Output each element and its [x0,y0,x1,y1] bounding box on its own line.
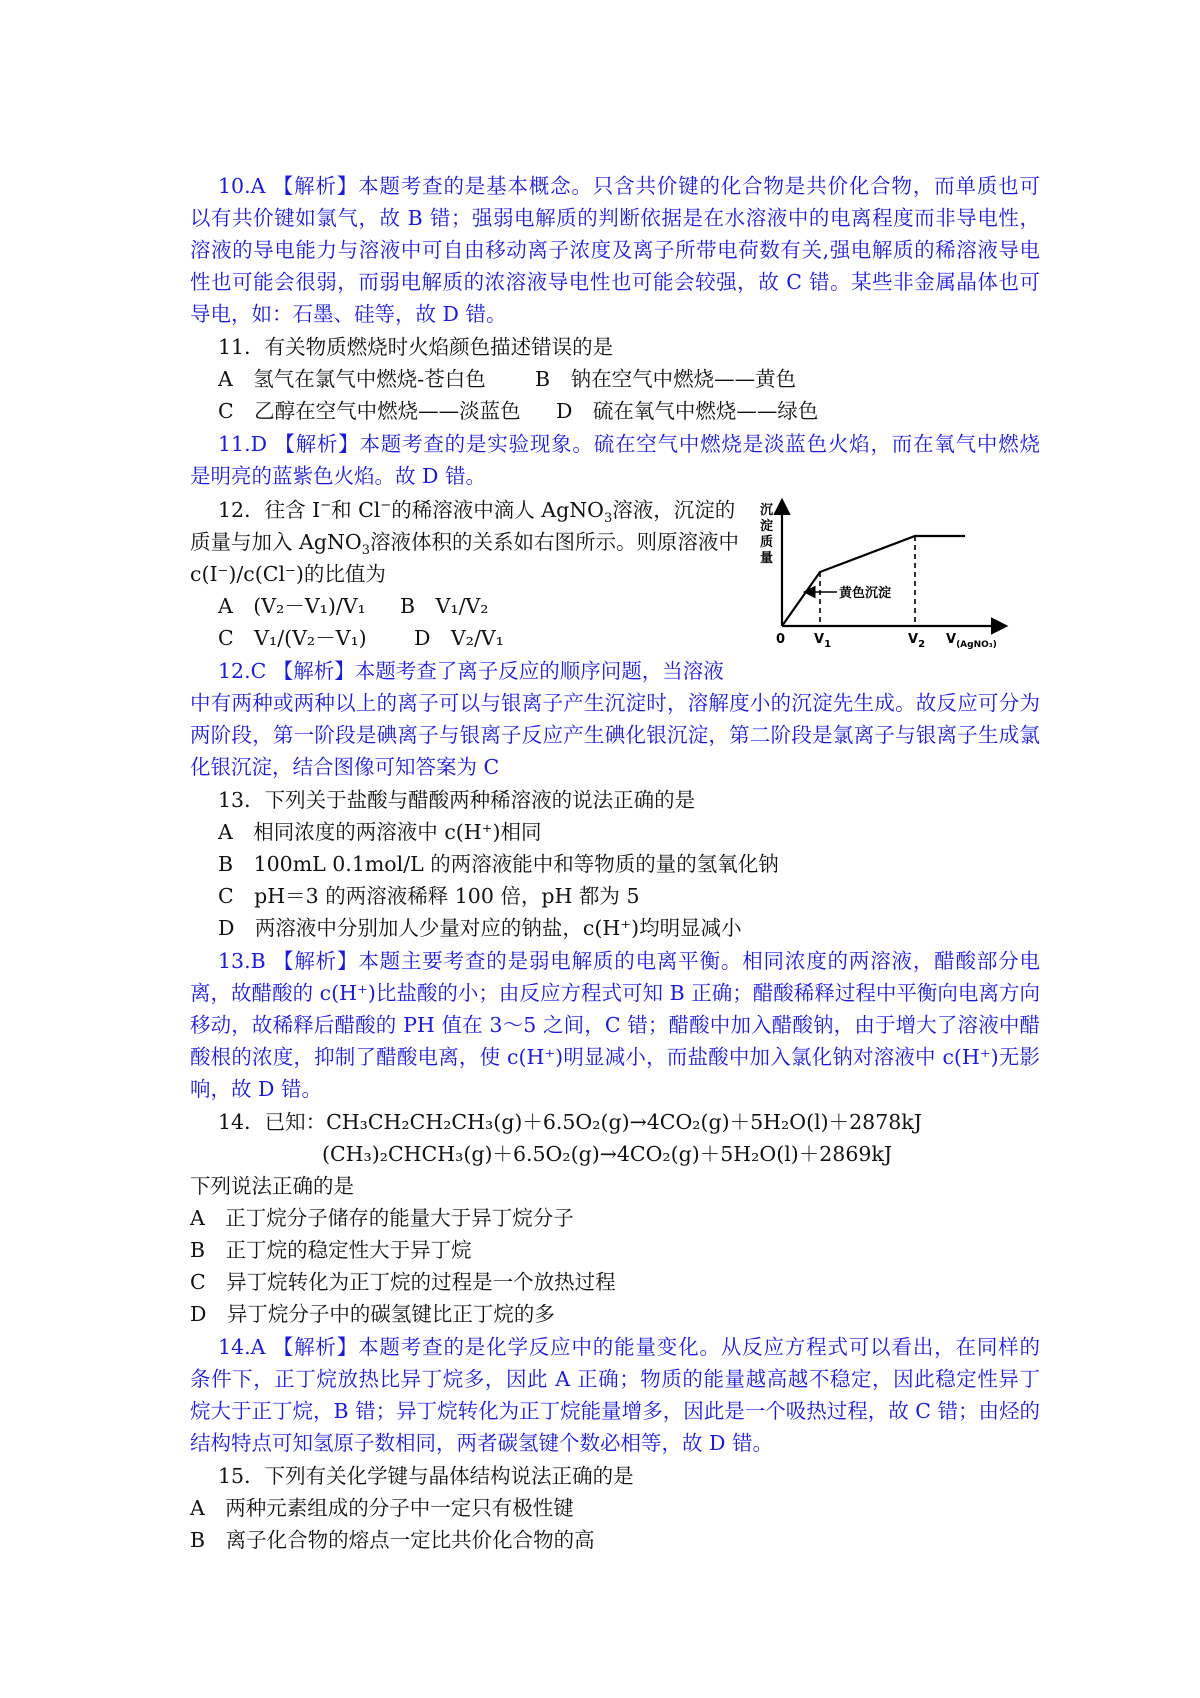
q14-option-c: C 异丁烷转化为正丁烷的过程是一个放热过程 [190,1270,616,1294]
q13-answer-line-2: 离，故醋酸的 c(H⁺)比盐酸的小；由反应方程式可知 B 正确；醋酸稀释过程中平衡向电离方向 [190,981,1040,1005]
q14-option-b: B 正丁烷的稳定性大于异丁烷 [190,1238,472,1262]
q12-options-ab [218,590,718,622]
q12-answer-line-3: 两阶段，第一阶段是碘离子与银离子反应产生碘化银沉淀，第二阶段是氯离子与银离子生成氯 [190,723,1040,747]
q13-answer-line-1: 13.B 【解析】本题主要考查的是弱电解质的电离平衡。相同浓度的两溶液，醋酸部分电 [218,949,1040,973]
q12-answer-line-4: 化银沉淀，结合图像可知答案为 C [190,755,500,779]
q10-answer-line-1: 10.A 【解析】本题考查的是基本概念。只含共价键的化合物是共价化合物，而单质也可 [218,174,1040,198]
q12-answer-line-2: 中有两种或两种以上的离子可以与银离子产生沉淀时，溶解度小的沉淀先生成。故反应可分为 [190,691,1040,715]
q10-answer-line-5: 导电，如：石墨、硅等，故 D 错。 [190,302,507,326]
q14-stem [218,1106,1068,1138]
q15-stem: 15．下列有关化学键与晶体结构说法正确的是 [218,1464,634,1488]
q10-answer-line-4: 性也可能会很弱，而弱电解质的浓溶液导电性也可能会较强，故 C 错。某些非金属晶体也可 [190,270,1040,294]
q14-lead: 下列说法正确的是 [190,1174,354,1198]
q12-option-d: D V₂/V₁ [414,626,504,650]
q11-option-c: C 乙醇在空气中燃烧——淡蓝色 [218,399,521,423]
q14-answer-line-3: 烷大于正丁烷，B 错；异丁烷转化为正丁烷能量增多，因此是一个吸热过程，故 C 错；由烃的 [190,1399,1040,1423]
q10-answer-line-3: 溶液的导电能力与溶液中可自由移动离子浓度及离子所带电荷数有关,强电解质的稀溶液导电 [190,238,1040,262]
q11-option-b: B 钠在空气中燃烧——黄色 [535,367,797,391]
q13-answer-line-4: 酸根的浓度，抑制了醋酸电离，使 c(H⁺)明显减小，而盐酸中加入氯化钠对溶液中 c(H⁺)无影 [190,1045,1040,1069]
q13-option-a: A 相同浓度的两溶液中 c(H⁺)相同 [218,820,542,844]
q15-option-a: A 两种元素组成的分子中一定只有极性键 [190,1496,574,1520]
q12-option-b: B V₁/V₂ [400,594,489,618]
annotation-label: 黄色沉淀 [839,586,892,601]
q13-answer-line-3: 移动，故稀释后醋酸的 PH 值在 3～5 之间，C 错；醋酸中加入醋酸钠，由于增大了溶液中醋 [190,1013,1040,1037]
precipitate-graph [760,490,1010,650]
q14-stem-prefix: 14．已知： [218,1110,327,1134]
q12-stem-line-1: 12．往含 I−和 Cl−的稀溶液中滴人 AgNO$_3$溶液，沉淀的 [218,498,736,527]
q13-stem: 13．下列关于盐酸与醋酸两种稀溶液的说法正确的是 [218,788,696,812]
y-axis-label-char-2: 淀 [760,519,774,534]
q13-option-b: B 100mL 0.1mol/L 的两溶液能中和等物质的量的氢氧化钠 [218,852,779,876]
q12-option-c: C V₁/(V₂－V₁) [218,626,367,650]
q14-equation-2: (CH₃)₂CHCH₃(g)＋6.5O₂(g)→4CO₂(g)＋5H₂O(l)＋2869kJ [322,1142,893,1166]
q13-option-c: C pH＝3 的两溶液稀释 100 倍，pH 都为 5 [218,884,640,908]
q11-answer-line-1: 11.D 【解析】本题考查的是实验现象。硫在空气中燃烧是淡蓝色火焰，而在氧气中燃烧 [218,432,1040,456]
q13-answer-line-5: 响，故 D 错。 [190,1077,322,1101]
origin-label: 0 [776,632,786,647]
q11-answer-line-2: 是明亮的蓝紫色火焰。故 D 错。 [190,464,486,488]
q14-answer-line-1: 14.A 【解析】本题考查的是化学反应中的能量变化。从反应方程式可以看出，在同样的 [218,1335,1040,1359]
v1-label: $V_1$ [814,632,832,650]
q12-answer-line-1: 12.C 【解析】本题考查了离子反应的顺序问题，当溶液 [218,659,724,683]
q12-option-a: A (V₂－V₁)/V₁ [218,594,366,618]
q10-answer-line-2: 以有共价键如氯气，故 B 错；强弱电解质的判断依据是在水溶液中的电离程度而非导电性， [190,206,1040,230]
q14-option-a: A 正丁烷分子储存的能量大于异丁烷分子 [190,1206,574,1230]
q11-option-d: D 硫在氧气中燃烧——绿色 [556,399,819,423]
q11-options-ab [218,363,1068,395]
y-axis-label-char-4: 量 [760,551,774,566]
q14-option-d: D 异丁烷分子中的碳氢键比正丁烷的多 [190,1302,555,1326]
q14-answer-line-2: 条件下，正丁烷放热比异丁烷多，因此 A 正确；物质的能量越高越不稳定，因此稳定性异丁 [190,1367,1040,1391]
q14-equation-1: CH₃CH₂CH₂CH₃(g)＋6.5O₂(g)→4CO₂(g)＋5H₂O(l)＋2878kJ [326,1110,922,1134]
precipitate-curve [782,536,965,626]
y-axis-label-char-1: 沉 [760,503,774,518]
y-axis-label-char-3: 质 [760,535,774,550]
q14-answer-line-4: 结构特点可知氢原子数相同，两者碳氢键个数必相等，故 D 错。 [190,1431,773,1455]
q15-option-b: B 离子化合物的熔点一定比共价化合物的高 [190,1528,595,1552]
q12-stem-line-2: 质量与加入 AgNO$_3$溶液体积的关系如右图所示。则原溶液中 [190,530,739,559]
v2-label: $V_2$ [908,632,926,650]
q11-option-a: A 氢气在氯气中燃烧-苍白色 [218,367,486,391]
x-axis-label: $V_{(AgNO_3)}$ [946,632,997,650]
q13-option-d: D 两溶液中分别加人少量对应的钠盐，c(H⁺)均明显减小 [218,916,742,940]
q11-stem: 11．有关物质燃烧时火焰颜色描述错误的是 [218,335,614,359]
q11-options-cd [218,395,1068,427]
q12-options-cd [218,622,718,654]
q12-stem-line-3: c(I⁻)/c(Cl⁻)的比值为 [190,562,386,586]
